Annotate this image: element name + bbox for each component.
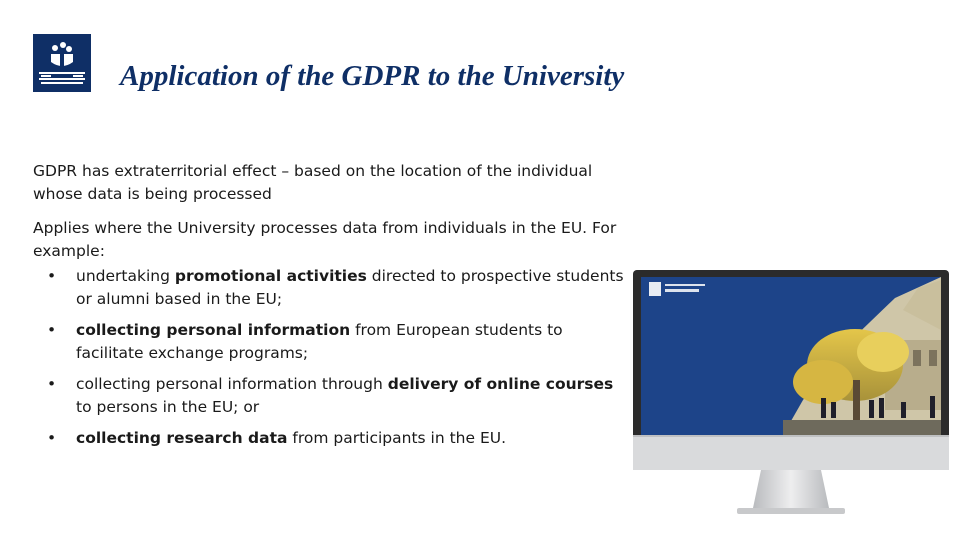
monitor-image — [633, 270, 949, 520]
examples-list — [33, 265, 633, 450]
list-item-emphasis: collecting research data — [76, 429, 288, 447]
list-item-emphasis: promotional activities — [174, 267, 367, 285]
page-title: Application of the GDPR to the University — [120, 60, 625, 92]
slide-body — [33, 160, 633, 458]
list-item-emphasis: delivery of online courses — [387, 375, 614, 393]
crest-icon — [33, 34, 91, 92]
list-item — [33, 265, 633, 311]
intro-paragraph: GDPR has extraterritorial effect – based on the location of the individual whose data is being processed — [33, 162, 593, 203]
monitor-stand — [753, 470, 829, 508]
list-item-text: collecting personal information through — [76, 375, 388, 393]
university-crest-logo — [33, 34, 91, 92]
list-item-text: from European students to facilitate exchange programs; — [76, 321, 563, 362]
list-item-emphasis: collecting personal information — [76, 321, 351, 339]
list-item — [33, 427, 633, 450]
list-item-text: from participants in the EU. — [287, 429, 507, 447]
list-item — [33, 319, 633, 365]
list-item-text: undertaking — [76, 267, 175, 285]
list-item-text: directed to prospective students or alumni based in the EU; — [76, 267, 624, 308]
monitor-illustration — [633, 270, 949, 520]
list-item — [33, 373, 633, 419]
monitor-bezel — [633, 435, 949, 470]
applies-paragraph: Applies where the University processes data from individuals in the EU. For example: — [33, 219, 617, 260]
list-item-text: to persons in the EU; or — [76, 398, 260, 416]
